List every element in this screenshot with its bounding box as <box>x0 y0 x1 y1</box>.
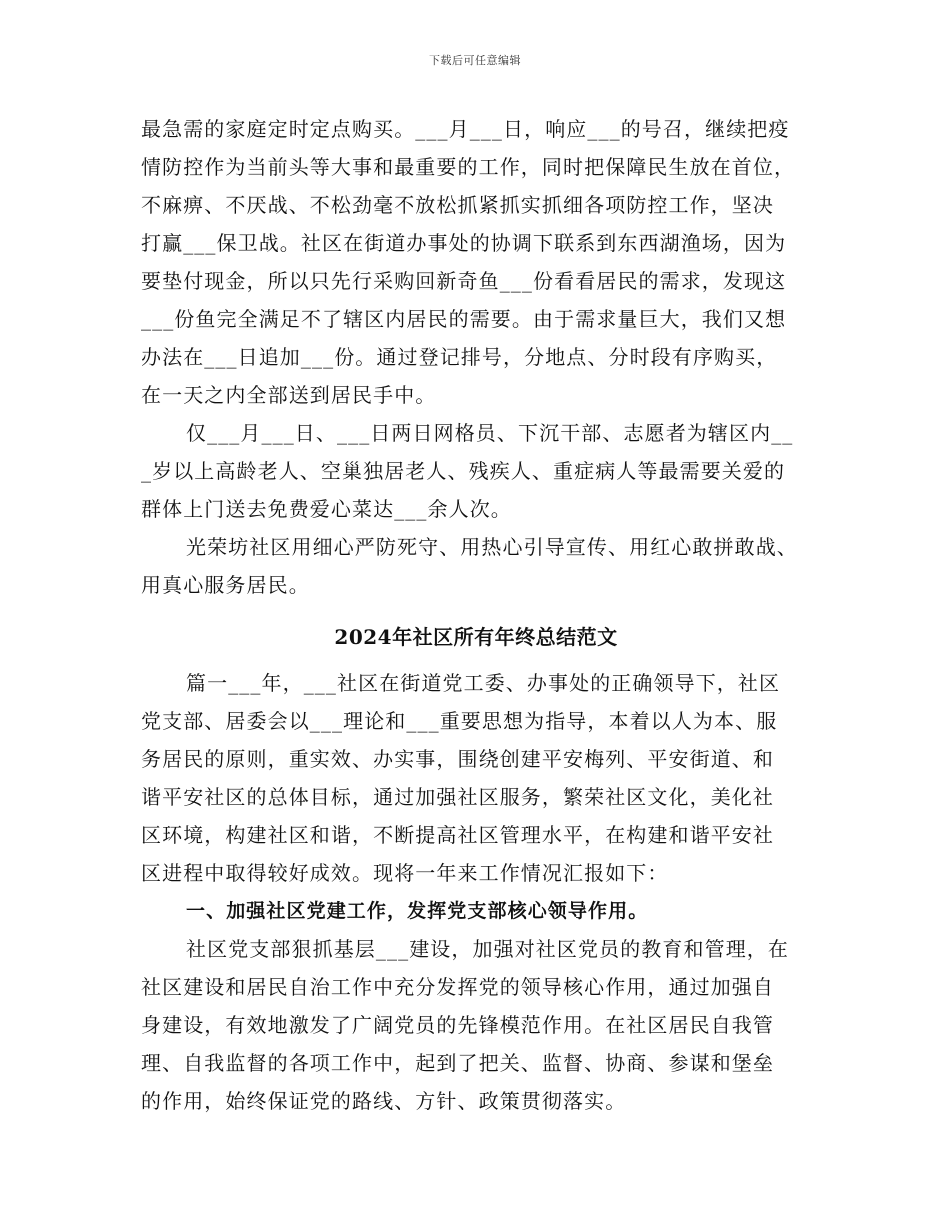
text-line: 社区党支部狠抓基层___建设，加强对社区党员的教育和管理，在 <box>186 937 789 961</box>
document-body <box>141 110 811 1120</box>
text-line: 社区建设和居民自治工作中充分发挥党的领导核心作用，通过加强自 <box>141 975 774 999</box>
text-line: ___份鱼完全满足不了辖区内居民的需要。由于需求量巨大，我们又想 <box>141 307 787 331</box>
text-line: 理、自我监督的各项工作中，起到了把关、监督、协商、参谋和堡垒 <box>141 1051 774 1075</box>
text-line: 务居民的原则，重实效、办实事，围绕创建平安梅列、平安街道、和 <box>141 747 774 771</box>
subsection-heading: 一、加强社区党建工作，发挥党支部核心领导作用。 <box>186 900 649 922</box>
page-header: 下载后可任意编辑 <box>429 54 521 67</box>
text-line: 篇一___年，___社区在街道党工委、办事处的正确领导下，社区 <box>186 671 781 695</box>
text-line: 用真心服务居民。 <box>141 573 310 597</box>
text-line: 身建设，有效地激发了广阔党员的先锋模范作用。在社区居民自我管 <box>141 1013 774 1037</box>
text-line: 打赢___保卫战。社区在街道办事处的协调下联系到东西湖渔场，因为 <box>141 231 787 255</box>
text-line: 在一天之内全部送到居民手中。 <box>141 383 437 407</box>
text-line: 群体上门送去免费爱心菜达___余人次。 <box>141 497 512 521</box>
text-line: 的作用，始终保证党的路线、方针、政策贯彻落实。 <box>141 1089 627 1113</box>
text-line: 办法在___日追加___份。通过登记排号，分地点、分时段有序购买， <box>141 345 778 369</box>
text-line: 光荣坊社区用细心严防死守、用热心引导宣传、用红心敢拼敢战、 <box>186 535 798 559</box>
text-line: _岁以上高龄老人、空巢独居老人、残疾人、重症病人等最需要关爱的 <box>141 459 786 483</box>
text-line: 区环境，构建社区和谐，不断提高社区管理水平，在构建和谐平安社 <box>141 823 774 847</box>
text-line: 不麻痹、不厌战、不松劲毫不放松抓紧抓实抓细各项防控工作，坚决 <box>141 193 774 217</box>
section-title: 2024年社区所有年终总结范文 <box>334 625 618 649</box>
text-line: 要垫付现金，所以只先行采购回新奇鱼___份看看居民的需求，发现这 <box>141 269 787 293</box>
text-line: 区进程中取得较好成效。现将一年来工作情况汇报如下： <box>141 861 669 885</box>
text-line: 最急需的家庭定时定点购买。___月___日，响应___的号召，继续把疫 <box>141 117 790 141</box>
paragraph-party-building <box>141 930 811 1120</box>
text-line: 情防控作为当前头等大事和最重要的工作，同时把保障民生放在首位， <box>141 155 796 179</box>
paragraph-intro <box>141 664 811 892</box>
text-line: 仅___月___日、___日两日网格员、下沉干部、志愿者为辖区内__ <box>186 421 794 445</box>
text-line: 谐平安社区的总体目标，通过加强社区服务，繁荣社区文化，美化社 <box>141 785 774 809</box>
paragraph-community-summary <box>141 528 811 604</box>
paragraph-purchase <box>141 110 811 414</box>
text-line: 党支部、居委会以___理论和___重要思想为指导，本着以人为本、服 <box>141 709 778 733</box>
paragraph-volunteers <box>141 414 811 528</box>
